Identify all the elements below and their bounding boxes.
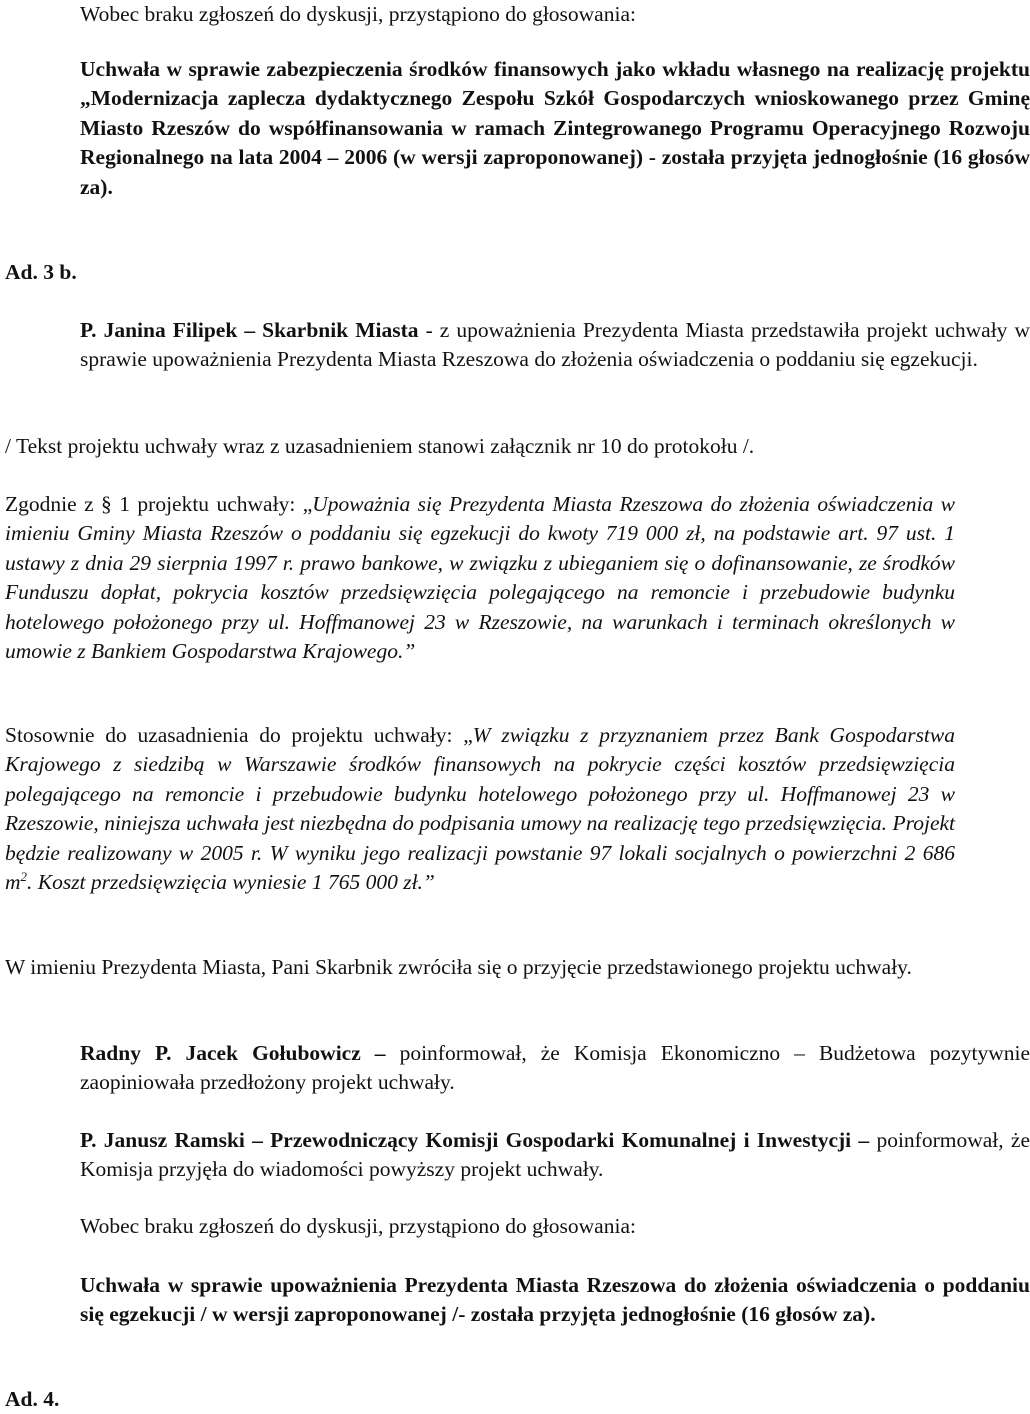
- committee-chair-paragraph: [5, 1126, 1030, 1185]
- committee-chair-name: P. Janusz Ramski – Przewodniczący Komisji Gospodarki Komunalnej i Inwestycji –: [80, 1128, 870, 1152]
- resolution-paragraph: Uchwała w sprawie zabezpieczenia środków finansowych jako wkładu własnego na realizację projektu „Modernizacja zaplecza dydaktycznego Zespołu Szkół Gospodarczych wnioskowanego przez Gminę Miasto Rzeszów do współfinansowania w ramach Zintegrowanego Programu Operacyjnego Rozwoju Regionalnego na lata 2004 – 2006 (w wersji zaproponowanej) - została przyjęta jednogłośnie (16 głosów za).: [80, 57, 1030, 199]
- voting-intro-2: Wobec braku zgłoszeń do dyskusji, przystąpiono do głosowania:: [80, 1214, 636, 1238]
- councillor-paragraph: [5, 1039, 1030, 1098]
- councillor-name: Radny P. Jacek Gołubowicz –: [80, 1041, 386, 1065]
- justification-text: W związku z przyznaniem przez Bank Gospodarstwa Krajowego z siedzibą w Warszawie środków finansowych na pokrycie części kosztów przedsięwzięcia polegającego na remoncie i przebudowie budynku hotelowego położonego przy ul. Hoffmanowej 23 w Rzeszowie, niniejsza uchwała jest niezbędna do podpisania umowy na realizację tego przedsięwzięcia. Projekt będzie realizowany w 2005 r. W wyniku jego realizacji powstanie 97 lokali socjalnych o powierzchni 2 686 m: [5, 723, 955, 895]
- speaker-name: P. Janina Filipek – Skarbnik Miasta: [80, 318, 419, 342]
- attachment-note: / Tekst projektu uchwały wraz z uzasadnieniem stanowi załącznik nr 10 do protokołu /.: [5, 434, 755, 458]
- speaker-paragraph: [5, 316, 1030, 375]
- superscript: 2: [20, 869, 27, 884]
- treasurer-request: W imieniu Prezydenta Miasta, Pani Skarbnik zwróciła się o przyjęcie przedstawionego projektu uchwały.: [5, 955, 912, 979]
- voting-intro: Wobec braku zgłoszeń do dyskusji, przystąpiono do głosowania:: [80, 2, 636, 26]
- speaker-text: - z upoważnienia Prezydenta Miasta przedstawiła projekt uchwały w sprawie upoważnienia Prezydenta Miasta Rzeszowa do złożenia oświadczenia o poddaniu się egzekucji.: [80, 318, 1030, 372]
- justification-lead: Stosownie do uzasadnienia do projektu uchwały: „: [5, 723, 473, 747]
- section-heading-3b: Ad. 3 b.: [5, 260, 77, 284]
- councillor-text: poinformował, że Komisja Ekonomiczno – Budżetowa pozytywnie zaopiniowała przedłożony projekt uchwały.: [80, 1041, 1030, 1095]
- justification-tail: . Koszt przedsięwzięcia wyniesie 1 765 000 zł.”: [26, 870, 435, 895]
- committee-chair-text: poinformował, że Komisja przyjęła do wiadomości powyższy projekt uchwały.: [80, 1128, 1030, 1182]
- justification-paragraph: [5, 721, 955, 897]
- quote-lead: Zgodnie z § 1 projektu uchwały: „: [5, 492, 313, 516]
- quote-text: Upoważnia się Prezydenta Miasta Rzeszowa do złożenia oświadczenia w imieniu Gminy Miasta Rzeszów o poddaniu się egzekucji do kwoty 719 000 zł, na podstawie art. 97 ust. 1 ustawy z dnia 29 sierpnia 1997 r. prawo bankowe, w związku z ubieganiem się o dofinansowanie, ze środków Funduszu dopłat, pokrycia kosztów przedsięwzięcia polegającego na remoncie i przebudowie budynku hotelowego położonego przy ul. Hoffmanowej 23 w Rzeszowie, na warunkach i terminach określonych w umowie z Bankiem Gospodarstwa Krajowego.”: [5, 492, 955, 664]
- section-heading-4: Ad. 4.: [5, 1387, 60, 1411]
- resolution-quote-paragraph: [5, 490, 955, 666]
- resolution-paragraph-2: Uchwała w sprawie upoważnienia Prezydenta Miasta Rzeszowa do złożenia oświadczenia o poddaniu się egzekucji / w wersji zaproponowanej /- została przyjęta jednogłośnie (16 głosów za).: [80, 1273, 1030, 1327]
